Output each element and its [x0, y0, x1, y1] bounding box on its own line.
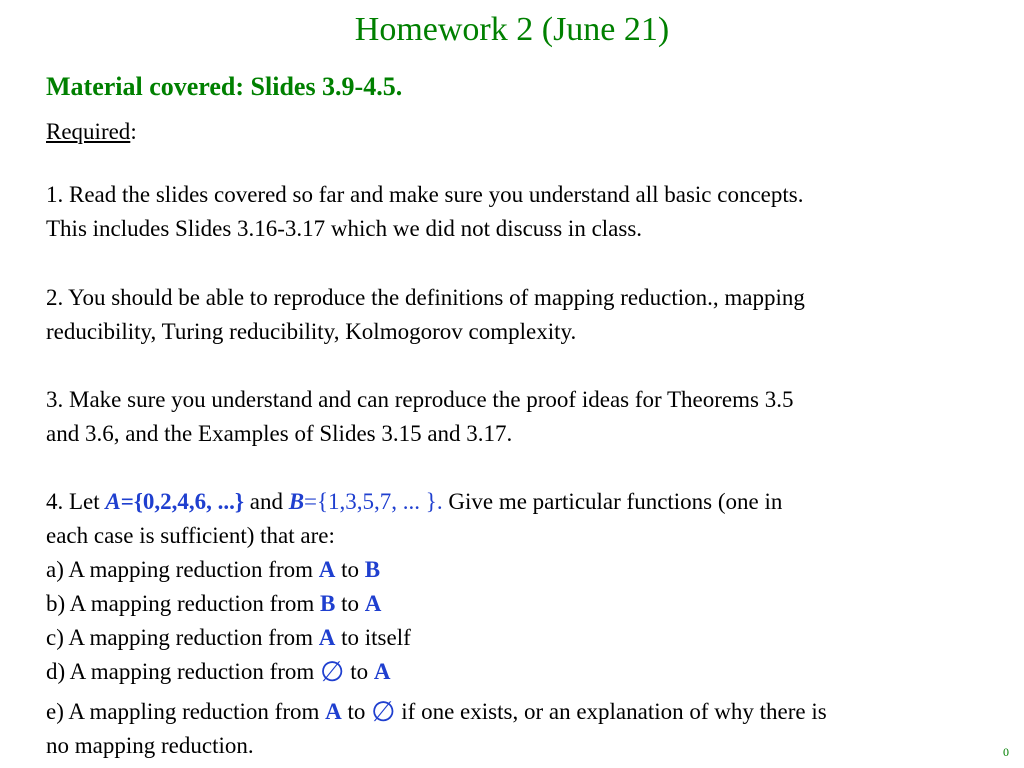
subitem-b [46, 589, 381, 619]
item-4-prefix: 4. Let [46, 489, 106, 514]
set-b-definition: ={1,3,5,7, ... } [304, 489, 437, 514]
empty-set-symbol: ∅ [371, 695, 396, 728]
subitem-a-text: a) A mapping reduction from [46, 557, 319, 582]
item-3-line-1: 3. Make sure you understand and can reproduce the proof ideas for Theorems 3.5 [46, 387, 794, 412]
item-4-line-1 [46, 487, 782, 517]
subitem-e-line-2: no mapping reduction. [46, 733, 254, 758]
required-label: Required [46, 119, 131, 144]
subitem-c-text: c) A mapping reduction from [46, 625, 319, 650]
subitem-a-source: A [318, 557, 336, 582]
item-1-line-1: 1. Read the slides covered so far and make sure you understand all basic concepts. [46, 182, 804, 207]
subitem-a [46, 555, 380, 585]
subitem-b-text: b) A mapping reduction from [46, 591, 321, 616]
subitem-b-target: A [364, 591, 382, 616]
subitem-c [46, 623, 411, 653]
subitem-e-source: A [325, 699, 342, 724]
subitem-d-text: d) A mapping reduction from [46, 659, 321, 684]
subitem-c-to-itself: to itself [335, 625, 411, 650]
subitem-d-target: A [373, 659, 391, 684]
set-a-name: A [105, 489, 121, 514]
subitem-e-line-1 [46, 697, 827, 727]
subitem-e-text: e) A mappling reduction from [46, 699, 326, 724]
subitem-a-target: B [364, 557, 381, 582]
slide-title: Homework 2 (June 21) [354, 11, 670, 48]
item-2-line-1: 2. You should be able to reproduce the definitions of mapping reduction., mapping [46, 285, 805, 310]
subitem-e-rest: if one exists, or an explanation of why there is [395, 699, 827, 724]
material-covered-heading: Material covered: Slides 3.9-4.5. [46, 72, 403, 101]
subitem-a-to: to [335, 557, 365, 582]
empty-set-symbol: ∅ [320, 655, 345, 688]
subitem-b-source: B [320, 591, 336, 616]
item-4-and: and [243, 489, 289, 514]
page-number: 0 [1003, 745, 1009, 759]
required-label-line [46, 117, 137, 147]
subitem-d-to: to [344, 659, 374, 684]
required-colon: : [130, 119, 137, 144]
item-2-line-2: reducibility, Turing reducibility, Kolmogorov complexity. [46, 319, 577, 344]
item-1-line-2: This includes Slides 3.16-3.17 which we did not discuss in class. [46, 216, 643, 241]
item-4-rest: Give me particular functions (one in [448, 489, 783, 514]
item-4-line-2: each case is sufficient) that are: [46, 523, 335, 548]
set-b-name: B [288, 489, 305, 514]
item-4-period: . [436, 489, 449, 514]
subitem-b-to: to [335, 591, 365, 616]
item-3-line-2: and 3.6, and the Examples of Slides 3.15 and 3.17. [46, 421, 513, 446]
subitem-e-to: to [341, 699, 372, 724]
subitem-d [46, 657, 390, 687]
set-a-definition: ={0,2,4,6, ...} [120, 489, 244, 514]
subitem-c-source: A [318, 625, 336, 650]
